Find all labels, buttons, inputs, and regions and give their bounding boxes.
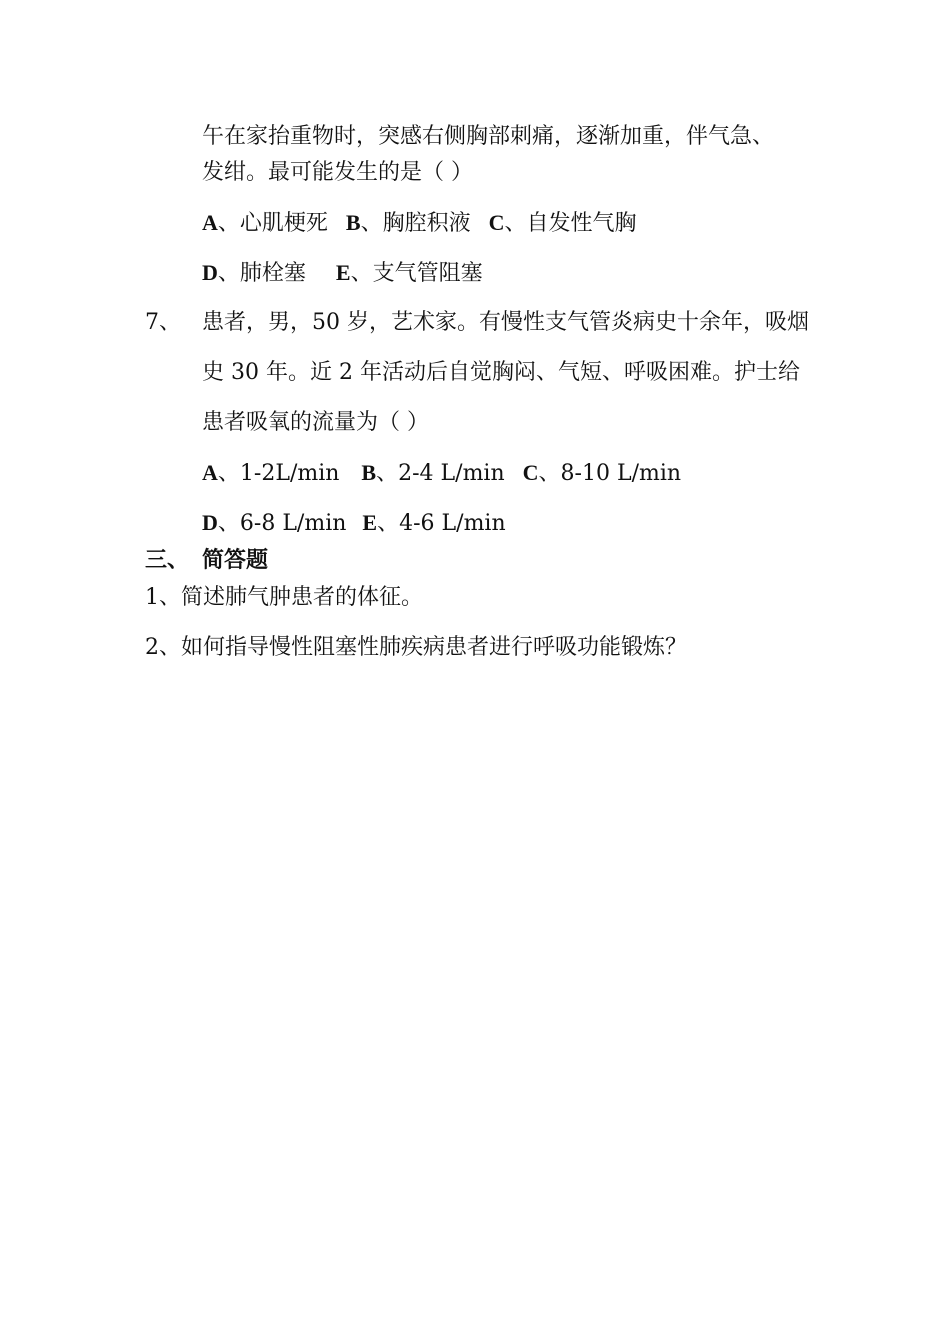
q7-stem-line1: 患者，男，50 岁，艺术家。有慢性支气管炎病史十余年，吸烟	[202, 310, 809, 335]
q6-option-d: D、肺栓塞	[202, 260, 306, 286]
q7-options-row2	[202, 508, 506, 539]
q6-option-b: B、胸腔积液	[345, 210, 471, 236]
q6-stem-line2: 发绀。最可能发生的是（ ）	[202, 160, 473, 185]
q6-stem-line1: 午在家抬重物时，突感右侧胸部刺痛，逐渐加重，伴气急、	[202, 124, 775, 149]
q7-option-e: E、4-6 L/min	[362, 510, 506, 536]
short-answer-q2: 2、如何指导慢性阻塞性肺疾病患者进行呼吸功能锻炼？	[145, 635, 687, 660]
short-answer-q1: 1、简述肺气肿患者的体征。	[145, 585, 423, 610]
q6-option-e: E、支气管阻塞	[335, 260, 483, 286]
q6-option-c: C、自发性气胸	[488, 210, 637, 236]
section3-title: 简答题	[202, 547, 269, 573]
q7-number: 7、	[145, 310, 181, 335]
q7-option-d: D、6-8 L/min	[202, 510, 347, 536]
q6-options-row1	[202, 208, 637, 239]
q7-stem-line2: 史 30 年。近 2 年活动后自觉胸闷、气短、呼吸困难。护士给	[202, 360, 800, 385]
q6-option-a: A、心肌梗死	[202, 210, 328, 236]
q7-option-b: B、2-4 L/min	[361, 460, 505, 486]
q6-options-row2	[202, 258, 483, 289]
q7-option-c: C、8-10 L/min	[522, 460, 682, 486]
q7-stem-line3: 患者吸氧的流量为（ ）	[202, 410, 429, 435]
q7-options-row1	[202, 458, 681, 489]
section3-number: 三、	[145, 547, 190, 573]
q7-option-a: A、1-2L/min	[202, 460, 340, 486]
